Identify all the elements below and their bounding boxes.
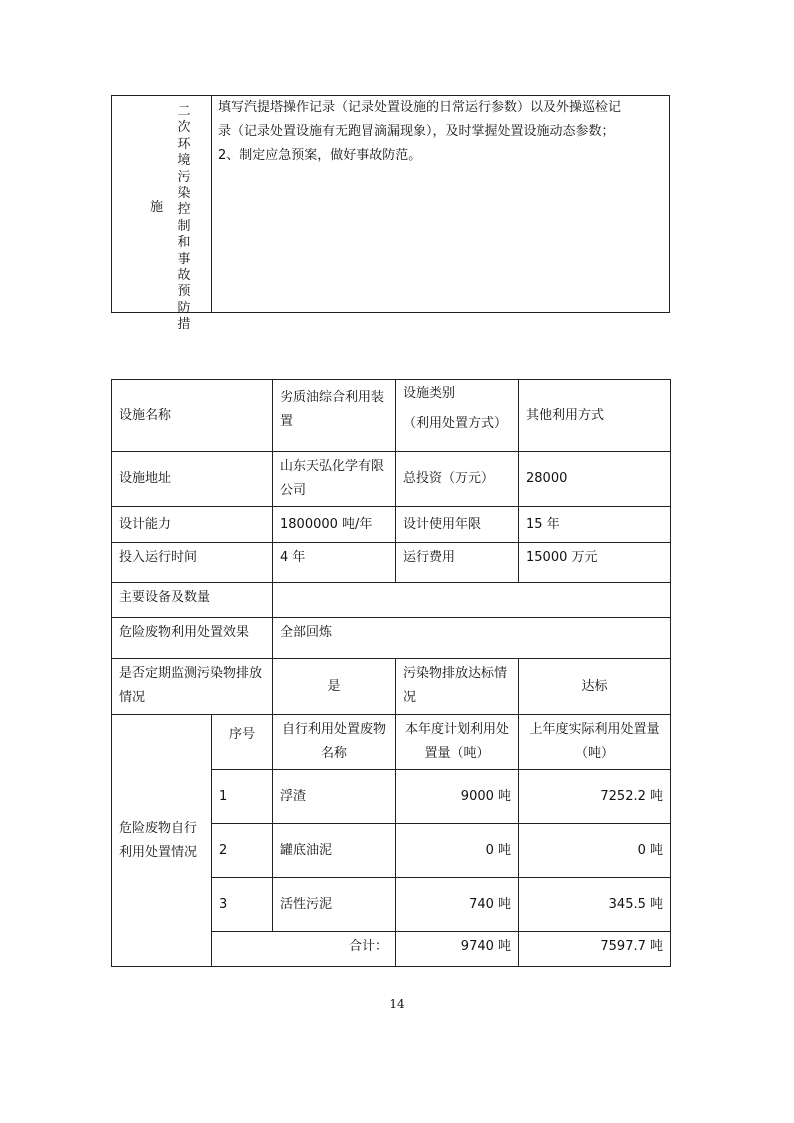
vertical-char: 和 xyxy=(177,235,191,251)
facility-address-label: 设施地址 xyxy=(112,452,273,507)
facility-name-label: 设施名称 xyxy=(112,380,273,452)
page-number: 14 xyxy=(389,997,405,1011)
vertical-char: 境 xyxy=(177,153,191,169)
total-actual-last: 7597.7 吨 xyxy=(519,932,671,967)
equipment-label: 主要设备及数量 xyxy=(112,583,273,618)
capacity-value: 1800000 吨/年 xyxy=(273,507,396,543)
vertical-label-extra: 施 xyxy=(150,200,164,215)
row-seq: 3 xyxy=(212,878,273,932)
facility-category-value: 其他利用方式 xyxy=(519,380,671,452)
row-name: 罐底油泥 xyxy=(273,824,396,878)
row-name: 活性污泥 xyxy=(273,878,396,932)
pollution-control-table xyxy=(111,95,670,333)
equipment-value xyxy=(273,583,671,618)
capacity-label: 设计能力 xyxy=(112,507,273,543)
vertical-char: 故 xyxy=(177,268,191,284)
operation-time-label: 投入运行时间 xyxy=(112,543,273,583)
header-seq: 序号 xyxy=(212,715,273,770)
vertical-char: 控 xyxy=(177,202,191,218)
vertical-char: 染 xyxy=(177,186,191,202)
header-actual-last: 上年度实际利用处置量（吨） xyxy=(519,715,671,770)
row-seq: 1 xyxy=(212,770,273,824)
discharge-label: 污染物排放达标情况 xyxy=(396,659,519,715)
vertical-char: 措 xyxy=(177,317,191,333)
total-label: 合计： xyxy=(212,932,396,967)
vertical-char: 二 xyxy=(177,104,191,119)
operating-cost-label: 运行费用 xyxy=(396,543,519,583)
text-line: 录（记录处置设施有无跑冒滴漏现象），及时掌握处置设施动态参数； xyxy=(218,124,615,139)
investment-label: 总投资（万元） xyxy=(396,452,519,507)
vertical-char: 制 xyxy=(177,218,191,234)
vertical-label xyxy=(176,104,192,334)
investment-value: 28000 xyxy=(519,452,671,507)
facility-address-value: 山东天弘化学有限公司 xyxy=(273,452,396,507)
design-life-label: 设计使用年限 xyxy=(396,507,519,543)
facility-category-label: 设施类别 （利用处置方式） xyxy=(396,380,519,452)
row-actual-last: 0 吨 xyxy=(519,824,671,878)
vertical-char: 环 xyxy=(177,136,191,152)
text-line: 2、制定应急预案，做好事故防范。 xyxy=(218,148,422,163)
discharge-value: 达标 xyxy=(519,659,671,715)
header-name: 自行利用处置废物名称 xyxy=(273,715,396,770)
facility-info-table xyxy=(111,379,671,967)
total-planned: 9740 吨 xyxy=(396,932,519,967)
row-name: 浮渣 xyxy=(273,770,396,824)
row-planned: 9000 吨 xyxy=(396,770,519,824)
row-planned: 0 吨 xyxy=(396,824,519,878)
vertical-label-cell xyxy=(112,96,212,333)
row-seq: 2 xyxy=(212,824,273,878)
vertical-char: 事 xyxy=(177,251,191,267)
design-life-value: 15 年 xyxy=(519,507,671,543)
self-disposal-section-label: 危险废物自行利用处置情况 xyxy=(112,715,212,967)
row-actual-last: 7252.2 吨 xyxy=(519,770,671,824)
monitoring-label: 是否定期监测污染物排放情况 xyxy=(112,659,273,715)
operating-cost-value: 15000 万元 xyxy=(519,543,671,583)
facility-name-value: 劣质油综合利用装置 xyxy=(273,380,396,452)
effect-label: 危险废物利用处置效果 xyxy=(112,618,273,659)
text-line: 填写汽提塔操作记录（记录处置设施的日常运行参数）以及外操巡检记 xyxy=(218,100,622,115)
header-planned: 本年度计划利用处置量（吨） xyxy=(396,715,519,770)
row-actual-last: 345.5 吨 xyxy=(519,878,671,932)
vertical-char: 防 xyxy=(177,300,191,316)
control-measures-text xyxy=(212,96,670,313)
vertical-char: 污 xyxy=(177,169,191,185)
operation-time-value: 4 年 xyxy=(273,543,396,583)
row-planned: 740 吨 xyxy=(396,878,519,932)
effect-value: 全部回炼 xyxy=(273,618,671,659)
vertical-char: 次 xyxy=(177,120,191,136)
vertical-char: 预 xyxy=(177,284,191,300)
monitoring-value: 是 xyxy=(273,659,396,715)
